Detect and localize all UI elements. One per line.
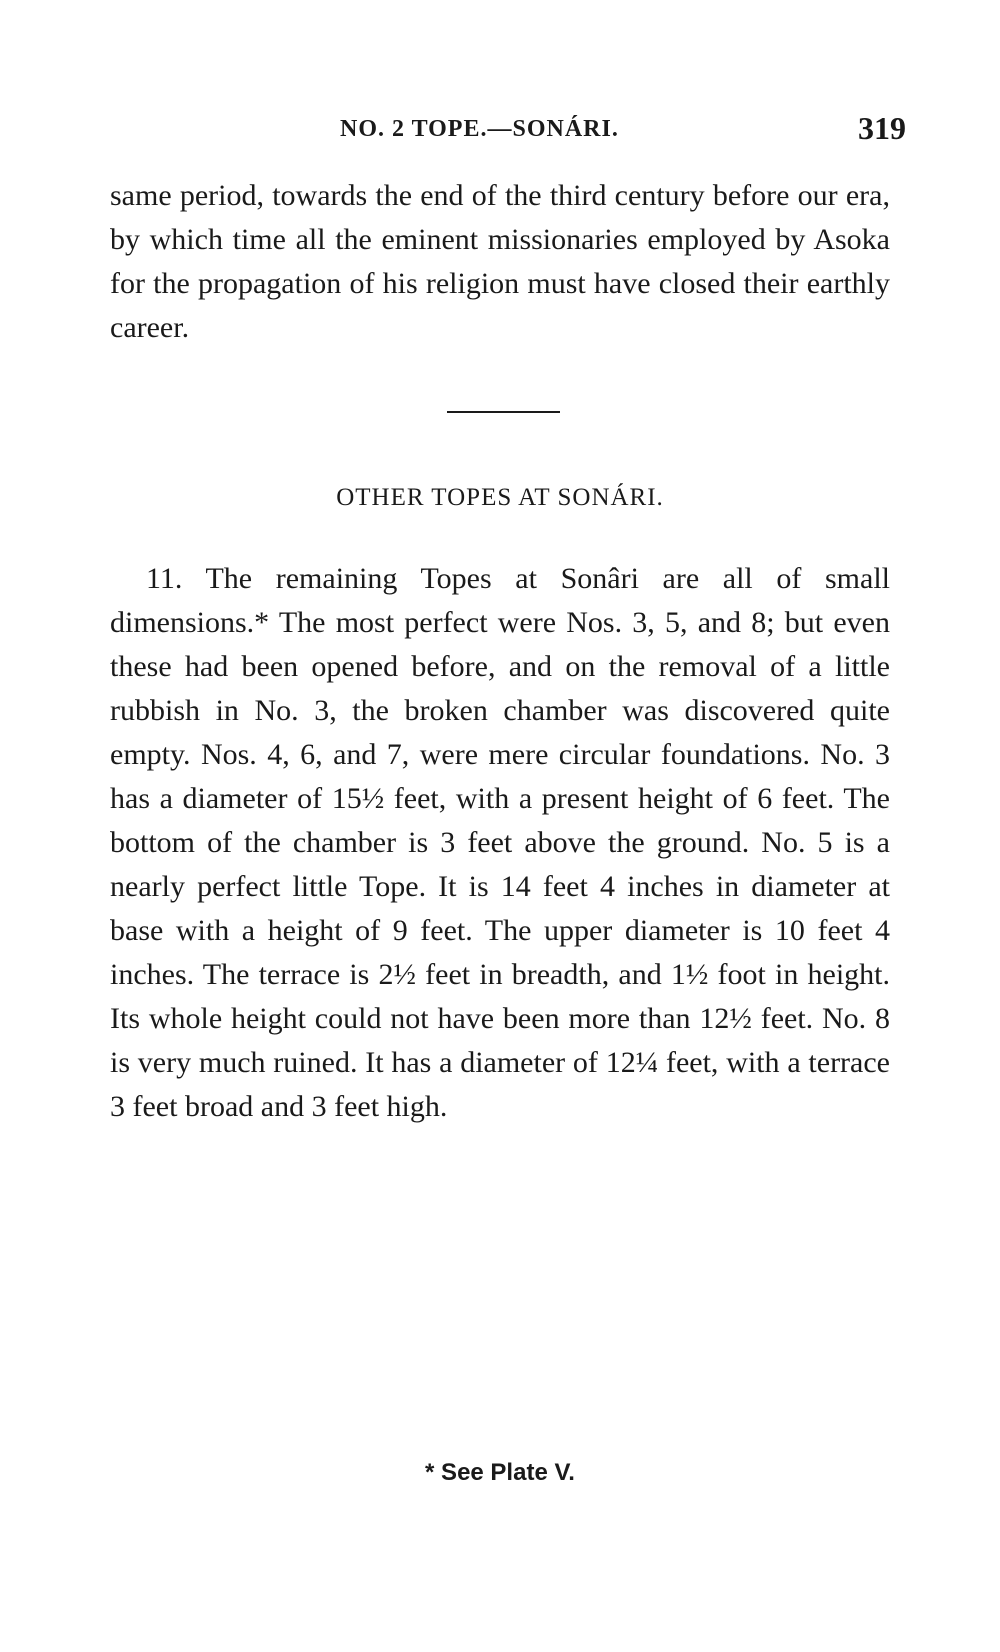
section-heading: OTHER TOPES AT SONÁRI. [336, 484, 664, 511]
paragraph-continuation: same period, towards the end of the third century before our era, by which time all the eminent missionaries employed by Asoka for the propagation of his religion must have closed their earthly career. [110, 179, 890, 344]
footnote: * See Plate V. [425, 1459, 575, 1486]
running-header [0, 106, 1000, 146]
running-title: NO. 2 TOPE.—SONÁRI. [340, 116, 619, 142]
section-divider [447, 411, 560, 413]
paragraph-section-11: 11. The remaining Topes at Sonâri are all of small dimensions.* The most perfect were Nos. 3, 5, and 8; but even these had been opened before, and on the removal of a little rubbish in No. 3, the broken chamber was discovered quite empty. Nos. 4, 6, and 7, were mere circular foundations. No. 3 has a diameter of 15½ feet, with a present height of 6 feet. The bottom of the chamber is 3 feet above the ground. No. 5 is a nearly perfect little Tope. It is 14 feet 4 inches in diameter at base with a height of 9 feet. The upper diameter is 10 feet 4 inches. The terrace is 2½ feet in breadth, and 1½ foot in height. Its whole height could not have been more than 12½ feet. No. 8 is very much ruined. It has a diameter of 12¼ feet, with a terrace 3 feet broad and 3 feet high. [110, 562, 890, 1123]
page-number: 319 [858, 110, 906, 146]
